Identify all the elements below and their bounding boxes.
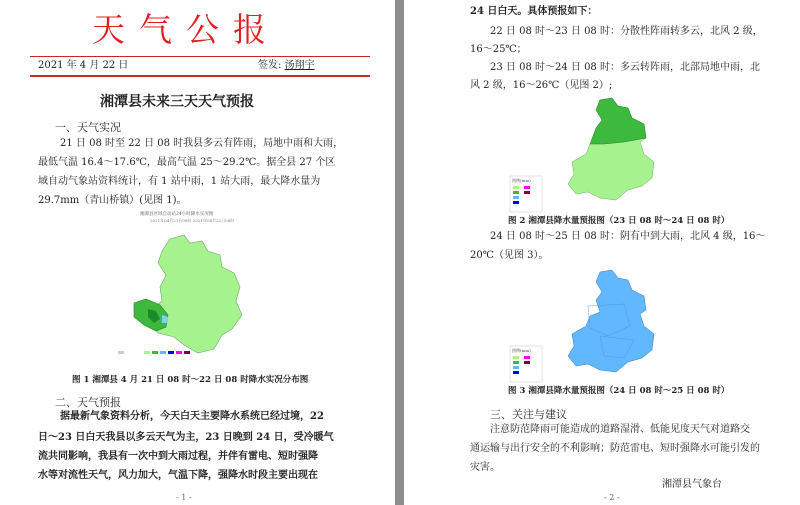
fig2-legend-swatch-6 (524, 191, 530, 194)
section3-heading: 三、关注与建议 (490, 408, 567, 421)
issue-date: 2021 年 4 月 22 日 (38, 60, 129, 71)
fig3-legend-swatch-1 (513, 356, 519, 359)
document-title: 湘潭县未来三天天气预报 (100, 94, 254, 110)
masthead: 天气公报 (92, 10, 280, 49)
signer-name: 汤翔宇 (284, 60, 315, 71)
page-1 (0, 0, 395, 505)
fig2-county-north-dark (590, 98, 646, 144)
fig1-caption: 图 1 湘潭县 4 月 21 日 08 时～22 日 08 时降水实况分布图 (72, 375, 309, 385)
fig1-legend-swatch-5 (168, 351, 174, 354)
section1-line-4: 29.7mm（青山桥镇）(见图 1)。 (38, 195, 187, 206)
fig2-legend-swatch-1 (513, 186, 519, 189)
fig3-legend-swatch-3 (513, 366, 519, 369)
fig2-legend-swatch-4 (513, 201, 519, 204)
fig1-legend-swatch-7 (184, 351, 190, 354)
masthead-rule-top (30, 56, 370, 57)
section1-line-3: 域自动气象站资料统计，有 1 站中雨，1 站大雨，最大降水量为 (38, 176, 321, 187)
signer (258, 60, 315, 72)
fig1-map-title: 湘潭县区域自动站24小时降水实况图 (140, 212, 214, 217)
issuer: 湘潭县气象台 (662, 479, 722, 490)
section1-line-2: 最低气温 16.4～17.6℃，最高气温 25～29.2℃。据全县 27 个区 (38, 157, 336, 168)
fig1-legend-swatch-1 (118, 351, 124, 354)
fig2-precip-forecast-map (504, 96, 684, 214)
fig1-legend-swatch-3 (152, 351, 158, 354)
fig2-legend-title: 图例(mm) (512, 178, 531, 183)
section3-line-1: 注意防范降雨可能造成的道路湿滑、低能见度天气对道路交 (490, 424, 750, 435)
forecast1-line-2: 16～25℃； (470, 44, 527, 55)
fig1-legend-swatch-6 (176, 351, 182, 354)
forecast2-line-2: 风 2 级，16～26℃（见图 2）; (470, 80, 613, 91)
fig2-legend-swatch-2 (513, 191, 519, 194)
masthead-rule-bottom (30, 75, 370, 77)
fig3-legend-swatch-5 (524, 356, 530, 359)
section2-line-4: 水等对流性天气，风力加大，气温下降，强降水时段主要出现在 (38, 470, 318, 481)
section1-heading: 一、天气实况 (55, 121, 121, 134)
fig3-legend-swatch-2 (513, 361, 519, 364)
fig1-legend-swatch-2 (144, 351, 150, 354)
signer-label: 签发: (258, 60, 282, 71)
forecast1-line-1: 22 日 08 时～23 日 08 时：分散性阵雨转多云，北风 2 级， (490, 26, 763, 37)
section1-line-1: 21 日 08 时至 22 日 08 时我县多云有阵雨，局地中雨和大雨， (60, 138, 344, 149)
fig2-caption: 图 2 湘潭县降水量预报图（23 日 08 时～24 日 08 时） (508, 216, 730, 226)
section3-line-3: 灾害。 (470, 462, 500, 473)
forecast3-line-1: 24 日 08 时～25 日 08 时：阴有中到大雨，北风 4 级，16～ (490, 231, 766, 242)
page-2 (404, 0, 800, 505)
forecast3-line-2: 20℃（见图 3）。 (470, 250, 549, 261)
fig1-precip-map (110, 225, 270, 365)
section2-line-1: 据最新气象资料分析，今天白天主要降水系统已经过境，22 (60, 411, 324, 422)
fig2-legend-swatch-3 (513, 196, 519, 199)
fig3-precip-forecast-map (504, 266, 684, 384)
section2-line-3: 流共同影响，我县有一次中到大雨过程，并伴有雷电、短时强降 (38, 451, 318, 462)
fig3-legend-swatch-4 (513, 371, 519, 374)
page-number-1: - 1 - (176, 493, 192, 502)
fig3-caption: 图 3 湘潭县降水量预报图（24 日 08 时～25 日 08 时） (508, 386, 730, 396)
section2-heading: 二、天气预报 (55, 396, 121, 409)
fig3-legend-title: 图例(mm) (512, 348, 531, 353)
fig1-map-subtitle: 2021年04月21日08时-2021年04月22日08时 (150, 218, 235, 223)
fig3-legend-swatch-6 (524, 361, 530, 364)
fig1-county-area-light (148, 235, 242, 353)
forecast2-line-1: 23 日 08 时～24 日 08 时：多云转阵雨，北部局地中雨，北 (490, 62, 760, 73)
forecast-intro: 24 日白天。具体预报如下： (470, 6, 598, 17)
page-number-2: - 2 - (604, 493, 620, 502)
fig1-legend-swatch-4 (160, 351, 166, 354)
section2-line-2: 日～23 日白天我县以多云天气为主，23 日晚到 24 日，受冷暖气 (38, 432, 334, 443)
section3-line-2: 通运输与出行安全的不利影响；防范雷电、短时强降水可能引发的 (470, 443, 760, 454)
fig2-legend-swatch-5 (524, 186, 530, 189)
